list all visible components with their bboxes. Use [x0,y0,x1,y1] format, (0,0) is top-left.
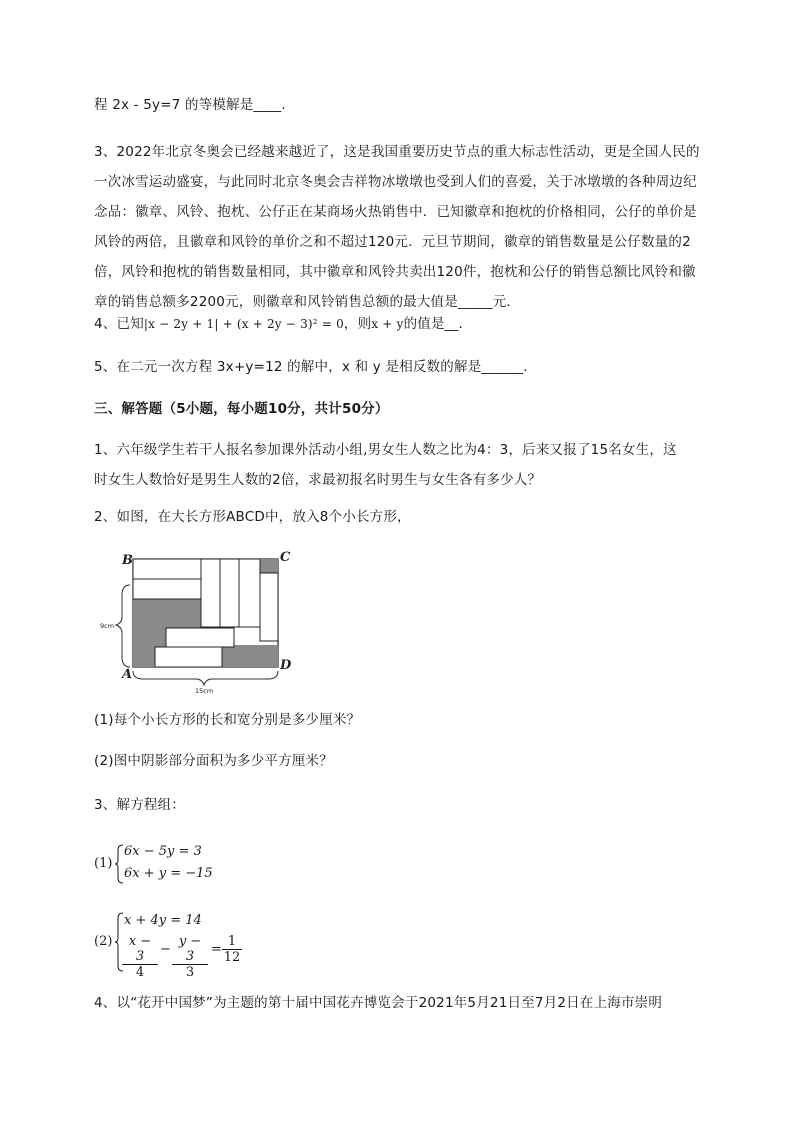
text-line: 5、在二元一次方程 3x+y=12 的解中，x 和 y 是相反数的解是______. [94,359,528,375]
figure-svg [100,545,300,695]
text-line: 一次冰雪运动盛宴，与此同时北京冬奥会吉祥物冰墩墩也受到人们的喜爱，关于冰墩墩的各种周边纪 [94,174,697,190]
vertex-label-b: B [122,553,133,568]
vertex-label-a: A [122,667,133,682]
fraction [122,934,158,980]
width-brace [133,671,278,685]
text-line: 风铃的两倍，且徽章和风铃的单价之和不超过120元．元旦节期间，徽章的销售数量是公仔数量的2 [94,234,691,250]
height-label: 9cm [100,622,115,630]
text-line: 程 2x - 5y=7 的等模解是____. [94,97,286,113]
text-line: 1、六年级学生若干人报名参加课外活动小组,男女生人数之比为4：3，后来又报了15名女生，这 [94,442,677,458]
text-line: 2、如图，在大长方形ABCD中，放入8个小长方形， [94,509,411,525]
small-rect-5 [239,559,260,627]
section-title: 三、解答题（5小题，每小题10分，共计50分） [94,401,389,417]
q4-expression: x + y [371,317,404,331]
system-label: (1) [94,856,113,871]
fraction-numerator: 1 [222,934,242,950]
height-brace [116,585,130,667]
q4-mid: ，则 [343,316,372,332]
equation-line: 6x + y = −15 [124,866,213,881]
text-line: 3、解方程组： [94,797,185,813]
fraction-denominator: 4 [135,965,145,980]
small-rect-2 [133,579,201,599]
vertex-label-c: C [280,550,291,565]
system-label: (2) [94,934,113,949]
equation-line: x + 4y = 14 [124,913,202,928]
text-line [94,309,744,339]
text-line: 念品：徽章、风铃、抱枕、公仔正在某商场火热销售中．已知徽章和抱枕的价格相同，公仔的单价是 [94,204,697,220]
small-rect-3 [201,559,220,627]
fraction-numerator: y − 3 [172,934,208,965]
text-line: (1)每个小长方形的长和宽分别是多少厘米？ [94,712,361,728]
equation-system-1 [94,840,294,890]
shaded-region-corner [260,559,278,573]
paragraph-q3-olympics [94,137,744,317]
fraction [222,934,242,965]
small-rect-1 [133,559,201,579]
text-line: 时女生人数恰好是男生人数的2倍，求最初报名时男生与女生各有多少人？ [94,472,542,488]
section-heading [94,394,744,424]
problem-2-part-2 [94,746,744,776]
problem-2-part-1 [94,705,744,735]
text-line: (2)图中阴影部分面积为多少平方厘米？ [94,753,333,769]
text-line: 倍，风铃和抱枕的销售数量相同，其中徽章和风铃共卖出120件，抱枕和公仔的销售总额比风铃和徽 [94,264,696,280]
paragraph-q5 [94,352,744,382]
text-line: 3、2022年北京冬奥会已经越来越近了，这是我国重要历史节点的重大标志性活动，更是全国人民的 [94,144,700,160]
problem-1 [94,435,744,495]
equals-sign: = [211,942,222,957]
q4-suffix: 的值是__． [403,316,473,332]
problem-4 [94,988,744,1018]
equation-system-2 [94,910,314,980]
equation-line: 6x − 5y = 3 [124,844,202,859]
vertex-label-d: D [280,658,292,673]
problem-3 [94,790,744,820]
problem-2 [94,502,744,532]
minus-sign: − [160,942,171,957]
small-rect-4 [220,559,239,627]
small-rect-7 [166,628,234,647]
paragraph-q4-abs [94,309,744,339]
left-brace-icon [114,844,124,884]
fraction-numerator: x − 3 [122,934,158,965]
paragraph-q2-tail [94,90,744,120]
q4-prefix: 4、已知 [94,316,144,332]
fraction-denominator: 12 [223,950,241,965]
width-label: 15cm [195,687,214,695]
small-rect-8 [155,647,222,667]
rectangle-figure [100,545,300,699]
shaded-region-right [222,645,278,667]
small-rect-6 [260,573,278,641]
fraction [172,934,208,980]
q4-equation: |x − 2y + 1| + (x + 2y − 3)² = 0 [143,317,344,331]
fraction-denominator: 3 [185,965,195,980]
text-line: 章的销售总额多2200元，则徽章和风铃销售总额的最大值是_____元． [94,294,521,310]
text-line: 4、以“花开中国梦”为主题的第十届中国花卉博览会于2021年5月21日至7月2日在上海市崇明 [94,995,663,1011]
